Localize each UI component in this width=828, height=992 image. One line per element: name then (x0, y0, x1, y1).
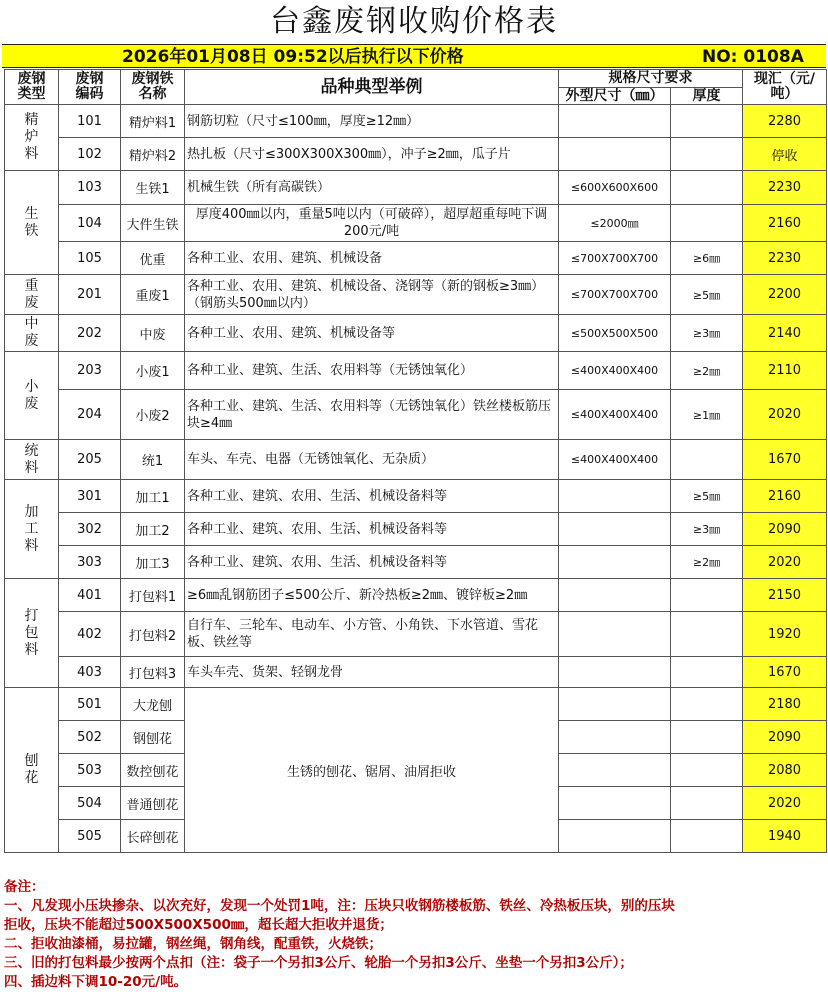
category-label (5, 275, 59, 315)
item-code: 504 (59, 787, 121, 820)
item-name: 小废2 (121, 390, 185, 440)
item-thickness: ≥2㎜ (671, 352, 743, 390)
category-label (5, 352, 59, 440)
table-row (5, 171, 827, 205)
category-label-text: 中废 (24, 316, 39, 349)
item-price: 1670 (743, 657, 827, 688)
table-row (5, 390, 827, 440)
item-price: 1940 (743, 820, 827, 853)
category-label (5, 480, 59, 579)
item-price: 2020 (743, 787, 827, 820)
item-name: 加工3 (121, 546, 185, 579)
item-outer-size (559, 513, 671, 546)
item-thickness: ≥5㎜ (671, 480, 743, 513)
item-thickness: ≥1㎜ (671, 390, 743, 440)
note-line: 三、旧的打包料最少按两个点扣（注：袋子一个另扣3公斤、轮胎一个另扣3公斤、坐垫一个另扣3公斤）； (4, 955, 633, 971)
notes-section (4, 878, 824, 992)
item-name: 精炉料2 (121, 138, 185, 171)
price-table (4, 69, 827, 853)
item-thickness (671, 579, 743, 612)
item-example: 各种工业、建筑、农用、生活、机械设备料等 (185, 480, 559, 513)
item-thickness (671, 612, 743, 657)
item-outer-size (559, 787, 671, 820)
table-row (5, 315, 827, 352)
item-thickness (671, 105, 743, 138)
item-thickness (671, 820, 743, 853)
item-name: 重废1 (121, 275, 185, 315)
item-example: 各种工业、建筑、农用、生活、机械设备料等 (185, 546, 559, 579)
category-label-text: 重废 (24, 277, 39, 311)
table-row (5, 242, 827, 275)
item-name: 小废1 (121, 352, 185, 390)
item-thickness (671, 787, 743, 820)
item-outer-size (559, 612, 671, 657)
category-label-text: 加工料 (24, 503, 39, 554)
item-thickness (671, 688, 743, 721)
item-code: 303 (59, 546, 121, 579)
header-outer-size: 外型尺寸（㎜） (559, 88, 671, 105)
category-label-text: 精炉料 (24, 112, 39, 162)
item-code: 205 (59, 440, 121, 480)
item-example: 各种工业、农用、建筑、机械设备等 (185, 315, 559, 352)
header-code: 废钢编码 (59, 70, 121, 105)
item-thickness (671, 138, 743, 171)
item-name: 中废 (121, 315, 185, 352)
item-thickness: ≥5㎜ (671, 275, 743, 315)
item-name: 优重 (121, 242, 185, 275)
item-code: 202 (59, 315, 121, 352)
category-label (5, 171, 59, 275)
item-name: 大件生铁 (121, 205, 185, 242)
item-code: 203 (59, 352, 121, 390)
item-example: 机械生铁（所有高碳铁） (185, 171, 559, 205)
item-outer-size: ≤700X700X700 (559, 275, 671, 315)
header-thickness: 厚度 (671, 88, 743, 105)
item-name: 生铁1 (121, 171, 185, 205)
category-label-text: 生铁 (24, 205, 39, 239)
document-number: NO: 0108A (702, 47, 804, 67)
table-row (5, 105, 827, 138)
table-row (5, 513, 827, 546)
item-example: 车头车壳、货架、轻钢龙骨 (185, 657, 559, 688)
item-outer-size: ≤400X400X400 (559, 352, 671, 390)
item-example: 车头、车壳、电器（无锈蚀氧化、无杂质） (185, 440, 559, 480)
category-label-text: 刨花 (24, 753, 39, 786)
item-outer-size (559, 688, 671, 721)
item-price: 停收 (743, 138, 827, 171)
page-title: 台鑫废钢收购价格表 (270, 4, 558, 39)
item-code: 505 (59, 820, 121, 853)
header-name: 废钢铁名称 (121, 70, 185, 105)
note-line: 二、拒收油漆桶，易拉罐，钢丝绳，钢角线，配重铁，火烧铁； (4, 936, 382, 952)
item-outer-size (559, 820, 671, 853)
item-outer-size (559, 105, 671, 138)
item-price: 2200 (743, 275, 827, 315)
item-price: 2230 (743, 242, 827, 275)
item-example: 各种工业、农用、建筑、机械设备、浇钢等（新的钢板≥3㎜）（钢筋头500㎜以内） (185, 275, 559, 315)
item-code: 105 (59, 242, 121, 275)
notes-label: 备注： (4, 879, 45, 895)
item-example: 钢筋切粒（尺寸≤100㎜，厚度≥12㎜） (185, 105, 559, 138)
item-price: 2090 (743, 513, 827, 546)
item-name: 加工1 (121, 480, 185, 513)
item-price: 2160 (743, 205, 827, 242)
header-price: 现汇（元/吨） (743, 70, 827, 105)
table-row (5, 612, 827, 657)
item-example: 各种工业、建筑、生活、农用料等（无锈蚀氧化）铁丝楼板筋压块≥4㎜ (185, 390, 559, 440)
item-name: 打包料2 (121, 612, 185, 657)
item-price: 1670 (743, 440, 827, 480)
item-name: 数控刨花 (121, 754, 185, 787)
item-price: 1920 (743, 612, 827, 657)
category-label (5, 579, 59, 688)
item-code: 401 (59, 579, 121, 612)
item-code: 103 (59, 171, 121, 205)
item-outer-size (559, 480, 671, 513)
table-row (5, 579, 827, 612)
table-row (5, 352, 827, 390)
item-code: 403 (59, 657, 121, 688)
note-line: 一、凡发现小压块掺杂、以次充好，发现一个处罚1吨，注：压块只收钢筋楼板筋、铁丝、冷热板压块，别的压块 (4, 898, 675, 914)
item-thickness (671, 721, 743, 754)
category-label-text: 统料 (24, 442, 39, 476)
table-row (5, 440, 827, 480)
table-row (5, 657, 827, 688)
item-price: 2140 (743, 315, 827, 352)
item-outer-size: ≤600X600X600 (559, 171, 671, 205)
note-line: 拒收，压块不能超过500X500X500㎜，超长超大拒收并退货； (4, 917, 393, 933)
item-code: 503 (59, 754, 121, 787)
item-price: 2110 (743, 352, 827, 390)
item-thickness (671, 205, 743, 242)
item-price: 2020 (743, 546, 827, 579)
item-name: 加工2 (121, 513, 185, 546)
table-row (5, 688, 827, 721)
item-price: 2150 (743, 579, 827, 612)
subtitle-bar (2, 44, 826, 68)
category-label-text: 小废 (24, 378, 39, 412)
item-thickness: ≥6㎜ (671, 242, 743, 275)
item-outer-size: ≤400X400X400 (559, 440, 671, 480)
item-outer-size: ≤500X500X500 (559, 315, 671, 352)
item-code: 101 (59, 105, 121, 138)
header-examples: 品种典型举例 (185, 70, 559, 105)
item-outer-size: ≤2000㎜ (559, 205, 671, 242)
header-type: 废钢类型 (5, 70, 59, 105)
item-outer-size (559, 138, 671, 171)
item-outer-size (559, 657, 671, 688)
item-example: 热扎板（尺寸≤300X300X300㎜），冲子≥2㎜，瓜子片 (185, 138, 559, 171)
note-line: 四、插边料下调10-20元/吨。 (4, 974, 188, 990)
item-thickness (671, 171, 743, 205)
item-outer-size: ≤400X400X400 (559, 390, 671, 440)
item-code: 502 (59, 721, 121, 754)
category-label-text: 打包料 (24, 607, 39, 658)
item-code: 104 (59, 205, 121, 242)
item-price: 2020 (743, 390, 827, 440)
table-row (5, 480, 827, 513)
item-example: 各种工业、农用、建筑、机械设备 (185, 242, 559, 275)
item-code: 301 (59, 480, 121, 513)
item-thickness (671, 657, 743, 688)
item-code: 201 (59, 275, 121, 315)
item-outer-size (559, 546, 671, 579)
item-name: 打包料3 (121, 657, 185, 688)
item-example: ≥6㎜乱钢筋团子≤500公斤、新冷热板≥2㎜、镀锌板≥2㎜ (185, 579, 559, 612)
item-code: 402 (59, 612, 121, 657)
category-label (5, 315, 59, 352)
item-thickness: ≥3㎜ (671, 315, 743, 352)
item-name: 统1 (121, 440, 185, 480)
item-example: 自行车、三轮车、电动车、小方管、小角铁、下水管道、雪花板、铁丝等 (185, 612, 559, 657)
item-thickness (671, 754, 743, 787)
item-example: 厚度400㎜以内，重量5吨以内（可破碎），超厚超重每吨下调200元/吨 (185, 205, 559, 242)
item-code: 501 (59, 688, 121, 721)
item-example: 各种工业、建筑、生活、农用料等（无锈蚀氧化） (185, 352, 559, 390)
item-name: 精炉料1 (121, 105, 185, 138)
item-price: 2280 (743, 105, 827, 138)
shavings-example: 生锈的刨花、锯屑、油屑拒收 (185, 688, 559, 853)
item-name: 大龙刨 (121, 688, 185, 721)
item-code: 302 (59, 513, 121, 546)
item-price: 2180 (743, 688, 827, 721)
item-price: 2090 (743, 721, 827, 754)
category-label (5, 105, 59, 171)
item-outer-size (559, 721, 671, 754)
item-thickness: ≥3㎜ (671, 513, 743, 546)
item-name: 长碎刨花 (121, 820, 185, 853)
category-label (5, 440, 59, 480)
item-outer-size (559, 754, 671, 787)
item-outer-size (559, 579, 671, 612)
table-row (5, 205, 827, 242)
category-label (5, 688, 59, 853)
item-code: 204 (59, 390, 121, 440)
item-code: 102 (59, 138, 121, 171)
item-outer-size: ≤700X700X700 (559, 242, 671, 275)
item-price: 2160 (743, 480, 827, 513)
table-row (5, 138, 827, 171)
header-spec: 规格尺寸要求 (559, 70, 743, 88)
item-name: 钢刨花 (121, 721, 185, 754)
item-price: 2080 (743, 754, 827, 787)
item-thickness: ≥2㎜ (671, 546, 743, 579)
item-price: 2230 (743, 171, 827, 205)
item-example: 各种工业、建筑、农用、生活、机械设备料等 (185, 513, 559, 546)
item-name: 打包料1 (121, 579, 185, 612)
item-thickness (671, 440, 743, 480)
effective-datetime: 2026年01月08日 09:52以后执行以下价格 (122, 47, 464, 67)
item-name: 普通刨花 (121, 787, 185, 820)
table-row (5, 275, 827, 315)
table-row (5, 546, 827, 579)
